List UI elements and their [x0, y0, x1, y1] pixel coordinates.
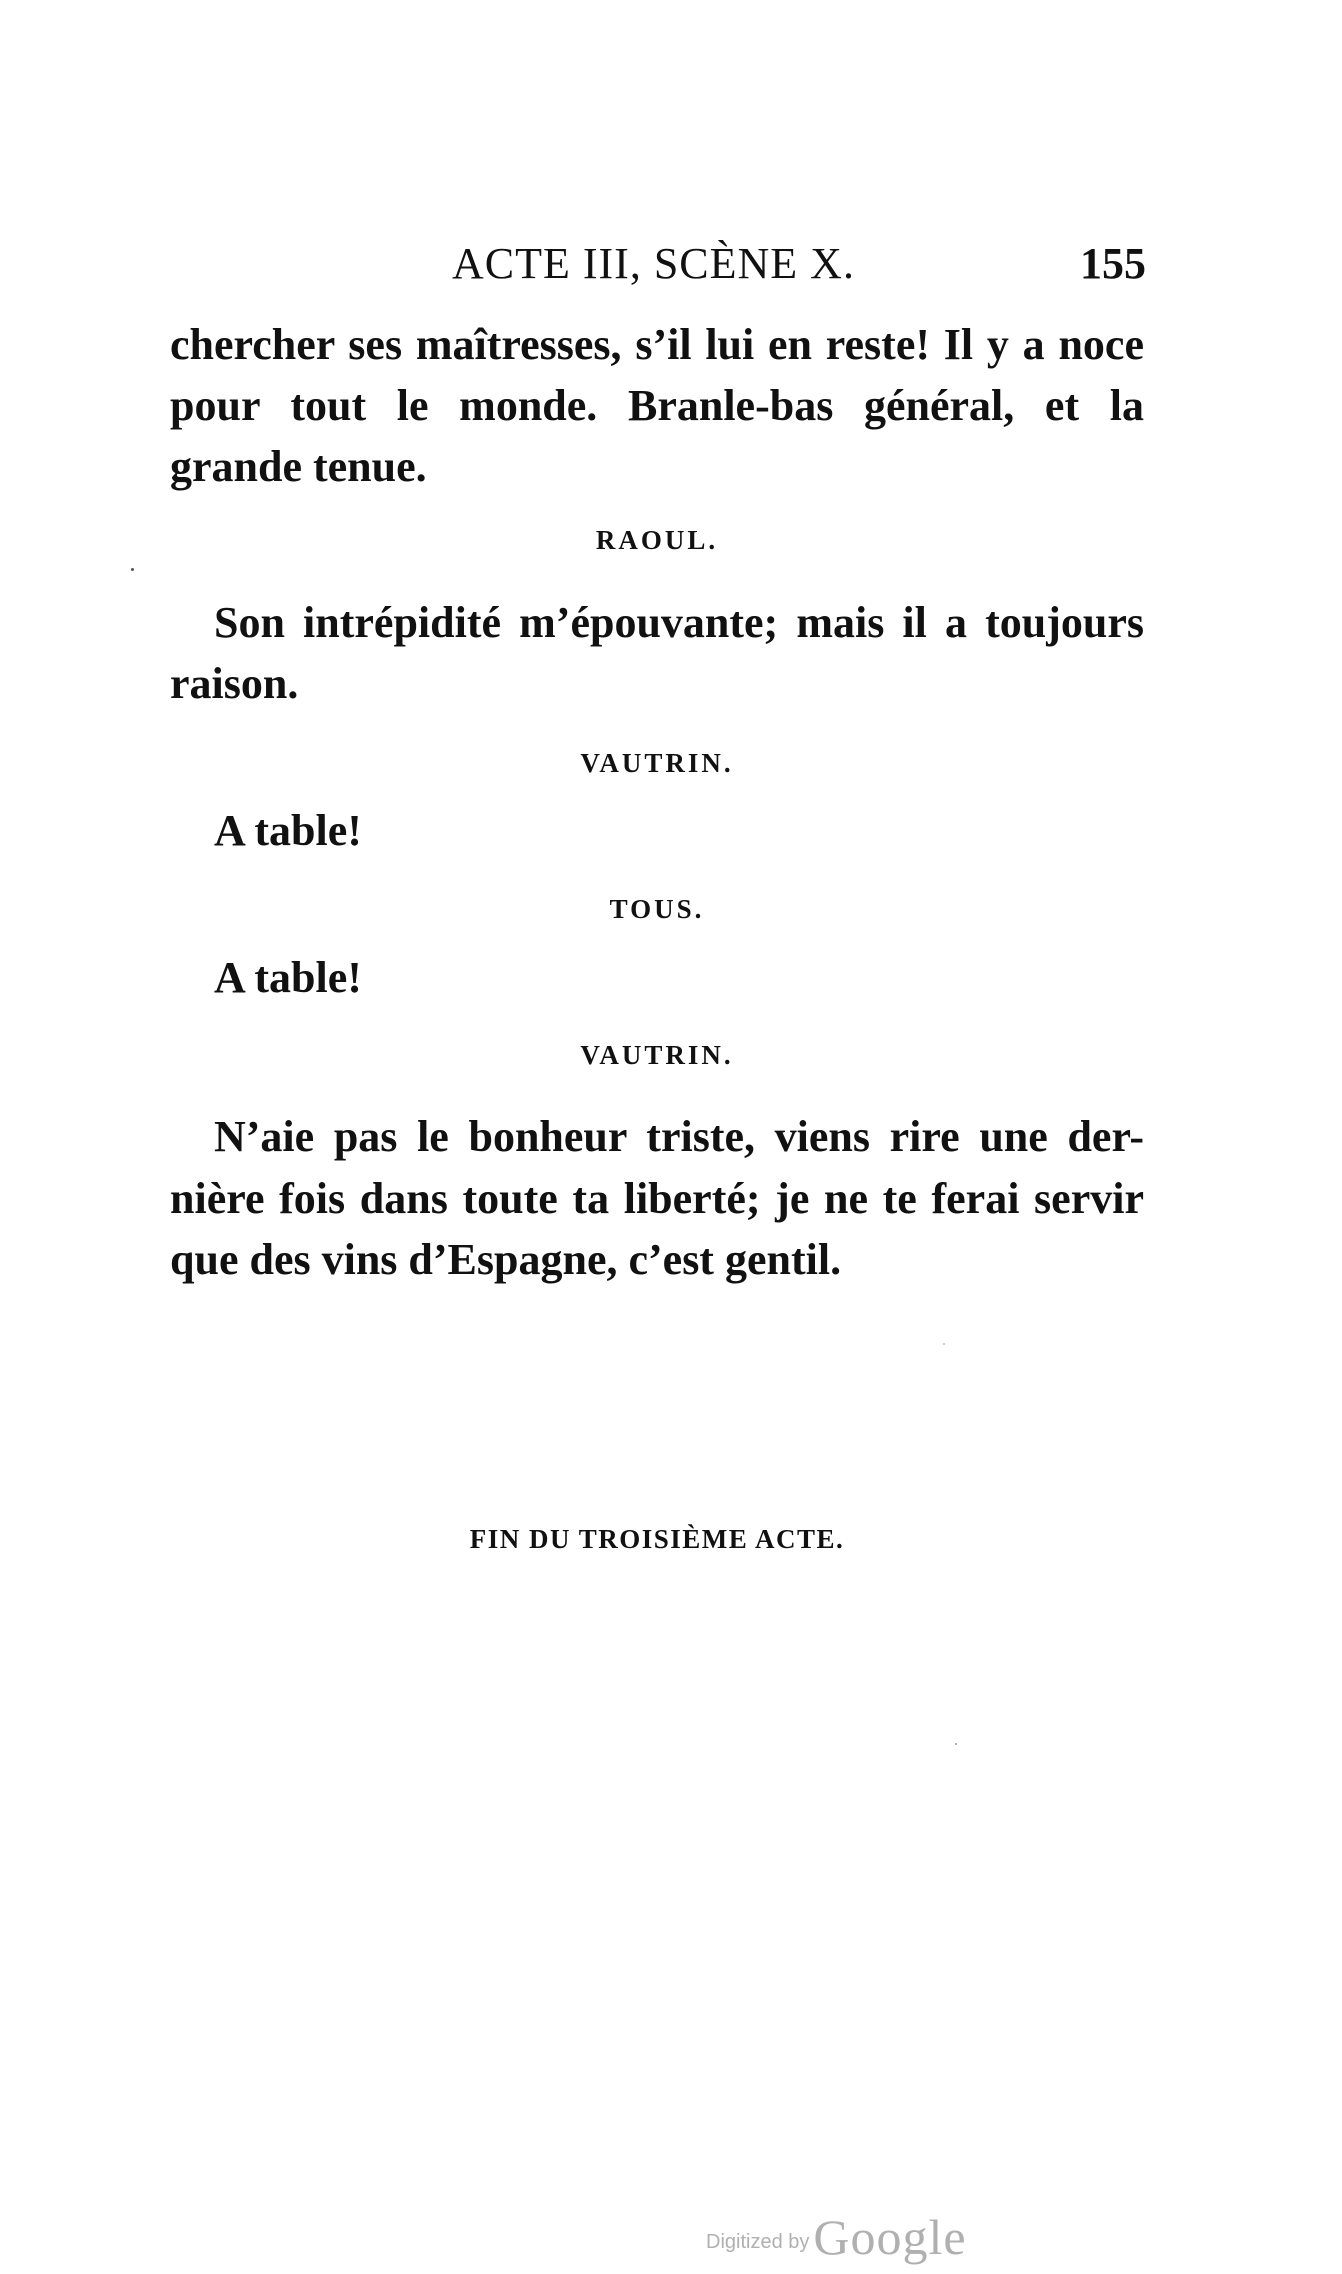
- text-line: chercher ses maîtresses, s’il lui en reste! Il y a noce: [170, 320, 1144, 369]
- text-line: N’aie pas le bonheur triste, viens rire une der-: [214, 1112, 1144, 1161]
- scan-speck: [955, 1743, 957, 1745]
- text-line: que des vins d’Espagne, c’est gentil.: [170, 1235, 842, 1284]
- running-title: ACTE III, SCÈNE X.: [452, 239, 855, 288]
- speaker-name: RAOUL.: [595, 525, 719, 555]
- digitized-by-google-watermark: [706, 2208, 967, 2266]
- page-number: 155: [1080, 239, 1146, 288]
- scan-speck: [131, 568, 134, 571]
- text-line: Son intrépidité m’épouvante; mais il a toujours: [214, 598, 1144, 647]
- end-of-act-note: FIN DU TROISIÈME ACTE.: [469, 1524, 845, 1554]
- scan-speck: [943, 1343, 945, 1345]
- text-line: grande tenue.: [170, 442, 427, 491]
- watermark-prefix: Digitized by: [706, 2231, 810, 2253]
- speaker-name: VAUTRIN.: [580, 748, 734, 778]
- text-line: nière fois dans toute ta liberté; je ne te ferai servir: [170, 1174, 1144, 1223]
- google-logo: Google: [813, 2209, 967, 2265]
- text-line: A table!: [214, 953, 362, 1002]
- speaker-name: VAUTRIN.: [580, 1040, 734, 1070]
- text-line: A table!: [214, 806, 362, 855]
- speaker-name: TOUS.: [609, 894, 705, 924]
- text-line: raison.: [170, 659, 299, 708]
- text-line: pour tout le monde. Branle-bas général, et la: [170, 381, 1144, 430]
